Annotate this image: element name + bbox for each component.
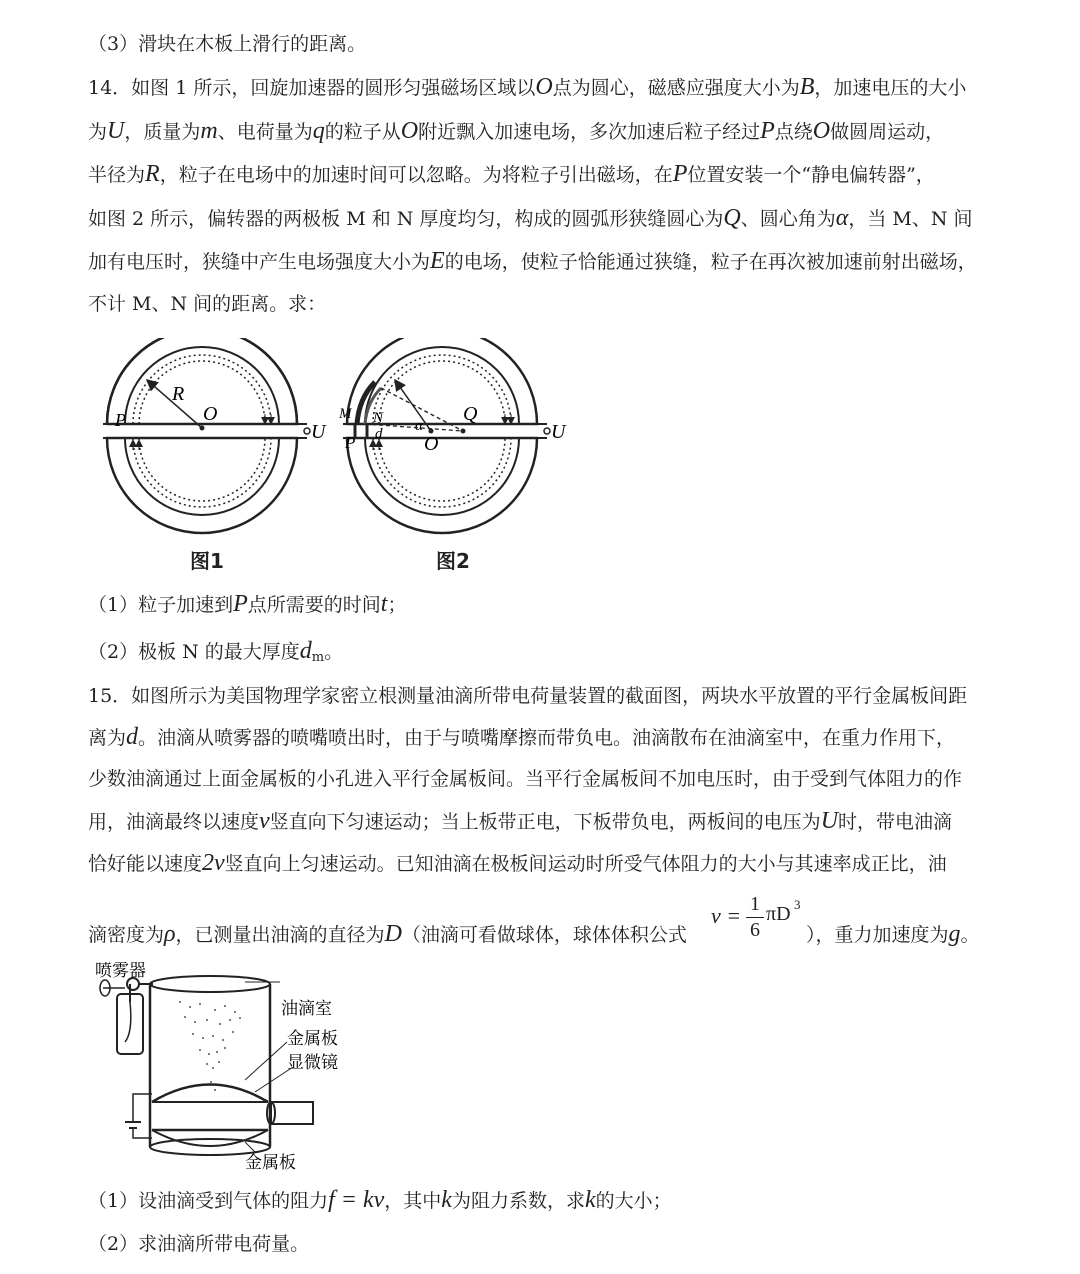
fig1-label-U: U: [311, 421, 326, 443]
figure-2-caption: 图2: [436, 549, 470, 573]
q14-sub1: （1）粒子加速到P点所需要的时间t；: [88, 591, 407, 617]
sphere-volume-formula: v = 1 6 πD 3: [711, 893, 801, 941]
q15-line6-tail: ），重力加速度为g。: [806, 921, 980, 947]
fig2-label-O: O: [424, 433, 439, 455]
q15-line5: 恰好能以速度2v竖直向上匀速运动。已知油滴在极板间运动时所受气体阻力的大小与其速率成正比，油: [88, 850, 947, 876]
q13-sub3: （3）滑块在木板上滑行的距离。: [88, 33, 367, 55]
q14-sub2: （2）极板 N 的最大厚度$d_m$。: [88, 638, 344, 665]
fig2-label-P: P: [345, 433, 356, 452]
figure-1-cyclotron: [95, 338, 335, 548]
fig2-label-M: M: [339, 406, 352, 422]
q14-line6: 不计 M、N 间的距离。求：: [88, 293, 327, 315]
label-oil-chamber: 油滴室: [281, 999, 332, 1018]
label-bottom-plate: 金属板: [245, 1153, 296, 1172]
fig2-label-U: U: [551, 421, 566, 443]
fig1-label-O: O: [203, 403, 218, 425]
q15-line4: 用，油滴最终以速度v竖直向下匀速运动；当上板带正电，下板带负电，两板间的电压为U时，带电油滴: [88, 808, 953, 834]
label-microscope: 显微镜: [287, 1053, 338, 1072]
q14-line1: 14．如图 1 所示，回旋加速器的圆形匀强磁场区域以O点为圆心，磁感应强度大小为B，加速电压的大小: [88, 74, 967, 100]
label-top-plate: 金属板: [287, 1029, 338, 1048]
fig1-label-P: P: [115, 410, 126, 430]
q14-line5: 加有电压时，狭缝中产生电场强度大小为E的电场，使粒子恰能通过狭缝，粒子在再次被加速前射出磁场，: [88, 248, 977, 274]
fig2-label-d: d: [375, 426, 383, 442]
figure-1-caption: 图1: [190, 549, 224, 573]
q15-line2: 离为d。油滴从喷雾器的喷嘴喷出时，由于与喷嘴摩擦而带负电。油滴散布在油滴室中，在重力作用下，: [88, 724, 956, 750]
fig1-lower-dee: [107, 438, 297, 533]
fig1-label-R: R: [172, 383, 185, 405]
q15-sub2: （2）求油滴所带电荷量。: [88, 1233, 310, 1255]
millikan-apparatus-diagram: [95, 962, 355, 1172]
fig2-label-Q: Q: [463, 403, 478, 425]
q15-line6: 滴密度为ρ，已测量出油滴的直径为D（油滴可看做球体，球体体积公式: [88, 921, 687, 947]
q14-line2: 为U，质量为m、电荷量为q的粒子从O附近飘入加速电场，多次加速后粒子经过P点绕O做圆周运动，: [88, 118, 945, 144]
label-sprayer: 喷雾器: [95, 962, 146, 980]
q15-line3: 少数油滴通过上面金属板的小孔进入平行金属板间。当平行金属板间不加电压时，由于受到气体阻力的作: [88, 768, 963, 790]
figure-2-deflector: [335, 338, 575, 548]
fig2-label-alpha: α: [415, 418, 423, 434]
fig2-label-N: N: [373, 410, 384, 426]
q14-line3: 半径为R，粒子在电场中的加速时间可以忽略。为将粒子引出磁场，在P位置安装一个“静电偏转器”，: [88, 161, 935, 187]
fig1-upper-dee: [107, 338, 297, 424]
q15-sub1: （1）设油滴受到气体的阻力f = kv，其中k为阻力系数，求k的大小；: [88, 1187, 672, 1213]
q15-line1: 15．如图所示为美国物理学家密立根测量油滴所带电荷量装置的截面图，两块水平放置的平行金属板间距: [88, 685, 968, 707]
q14-line4: 如图 2 所示，偏转器的两极板 M 和 N 厚度均匀，构成的圆弧形狭缝圆心为Q、圆心角为α，当 M、N 间: [88, 205, 973, 231]
